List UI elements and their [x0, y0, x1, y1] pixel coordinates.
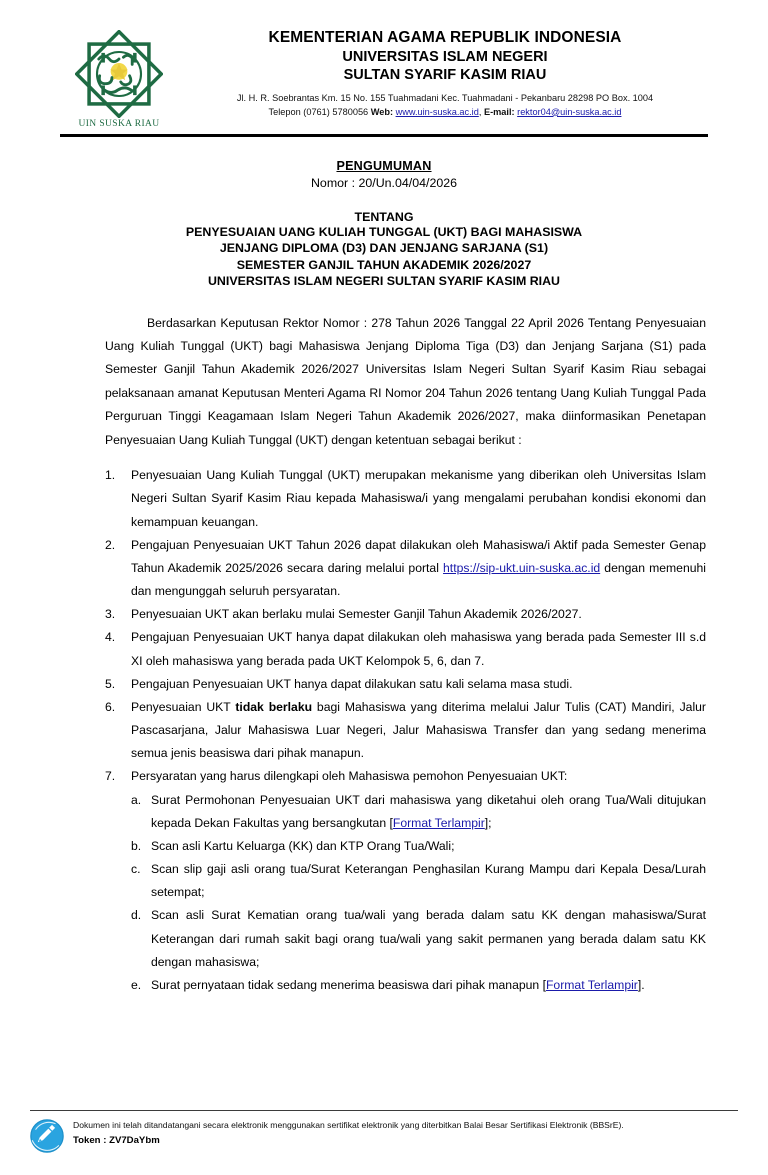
list-item-text-before: Penyesuaian UKT: [131, 699, 236, 714]
list-item: [105, 765, 706, 997]
sublist-text-after: .: [641, 978, 645, 992]
website-link[interactable]: www.uin-suska.ac.id: [395, 106, 479, 117]
list-item: [105, 464, 706, 534]
list-item: [105, 534, 706, 604]
footer-text-block: [73, 1118, 624, 1146]
opening-paragraph: Berdasarkan Keputusan Rektor Nomor : 278 Tahun 2026 Tanggal 22 April 2026 Tentang Penyesuaian Uang Kuliah Tunggal (UKT) bagi Mahasiswa Jenjang Diploma Tiga (D3) dan Jenjang Sarjana (S1) pada Semester Ganjil Tahun Akademik 2026/2027 Universitas Islam Negeri Sultan Syarif Kasim Riau sebagai pelaksanaan amanat Keputusan Menteri Agama RI Nomor 204 Tahun 2026 tentang Uang Kuliah Tunggal Pada Perguruan Tinggi Keagamaan Islam Negeri Tahun Akademik 2026/2027, maka diinformasikan Penetapan Penyesuaian Uang Kuliah Tunggal (UKT) dengan ketentuan sebagai berikut :: [105, 315, 706, 447]
list-item: [131, 974, 706, 997]
requirements-sublist: [131, 789, 706, 998]
subject-line-4: UNIVERSITAS ISLAM NEGERI SULTAN SYARIF KASIM RIAU: [207, 274, 560, 289]
bracket-close: ]: [637, 978, 642, 992]
list-item-text: Penyesuaian UKT akan berlaku mulai Semester Ganjil Tahun Akademik 2026/2027.: [131, 607, 582, 622]
sublist-marker: d.: [131, 908, 142, 923]
list-item-text-after: dengan memenuhi dan mengunggah seluruh persyaratan.: [131, 560, 706, 599]
address-block: [182, 92, 708, 120]
sublist-text: Scan asli Kartu Keluarga (KK) dan KTP Orang Tua/Wali;: [151, 838, 455, 853]
uin-suska-star-logo-icon: [75, 30, 163, 118]
electronic-signature-note: Dokumen ini telah ditandatangani secara elektronik menggunakan sertifikat elektronik yang diterbitkan Balai Besar Sertifikasi Elektronik (BBSrE).: [73, 1120, 624, 1130]
sublist-text-before: Surat Permohonan Penyesuaian UKT dari mahasiswa yang diketahui oleh orang Tua/Wali ditujukan kepada Dekan Fakultas yang bersangkutan: [151, 792, 706, 830]
document-type-heading: PENGUMUMAN: [336, 159, 432, 173]
electronic-signature-pen-icon: [30, 1119, 64, 1153]
sip-ukt-portal-link[interactable]: https://sip-ukt.uin-suska.ac.id: [443, 560, 601, 575]
web-trailing-comma: ,: [478, 106, 482, 117]
provisions-list: [105, 464, 706, 997]
emphasis-tidak-berlaku: tidak berlaku: [235, 699, 313, 714]
header-divider: [60, 134, 708, 137]
sublist-marker: b.: [131, 838, 142, 853]
format-terlampir-link-a[interactable]: Format Terlampir: [392, 815, 485, 830]
sublist-marker: c.: [131, 862, 141, 877]
letterhead: [0, 0, 768, 129]
list-item-text: Penyesuaian Uang Kuliah Tunggal (UKT) merupakan mekanisme yang diberikan oleh Universitas Islam Negeri Sultan Syarif Kasim Riau kepada Mahasiswa/i yang mengalami perubahan kondisi ekonomi dan kemampuan keuangan.: [131, 468, 706, 529]
subject-line-2: JENJANG DIPLOMA (D3) DAN JENJANG SARJANA (S1): [219, 241, 549, 256]
list-item: [131, 904, 706, 974]
ministry-name: KEMENTERIAN AGAMA REPUBLIK INDONESIA: [268, 29, 622, 46]
list-marker: 7.: [105, 769, 116, 784]
address-line: Jl. H. R. Soebrantas Km. 15 No. 155 Tuahmadani Kec. Tuahmadani - Pekanbaru 28298 PO Box. 1004: [236, 92, 654, 103]
contact-line: [182, 106, 708, 120]
format-terlampir-link-e[interactable]: Format Terlampir: [545, 978, 638, 992]
list-marker: 6.: [105, 699, 116, 714]
list-marker: 1.: [105, 468, 116, 483]
subject-line-1: PENYESUAIAN UANG KULIAH TUNGGAL (UKT) BAGI MAHASISWA: [185, 225, 583, 239]
list-item: [105, 626, 706, 672]
about-label: TENTANG: [354, 210, 414, 224]
list-item-text-before: Pengajuan Penyesuaian UKT Tahun 2026 dapat dilakukan oleh Mahasiswa/i Aktif pada Semester Genap Tahun Akademik 2025/2026 secara daring melalui portal: [131, 537, 706, 575]
list-item: [131, 858, 706, 904]
telephone-text: Telepon (0761) 5780056: [268, 106, 371, 117]
logo-caption: UIN SUSKA RIAU: [78, 119, 160, 129]
footer-divider: [30, 1110, 738, 1111]
token-label: Token :: [73, 1135, 110, 1147]
bracket-open: [: [389, 815, 393, 830]
bracket-close: ]: [484, 815, 489, 830]
sublist-text-before: Surat pernyataan tidak sedang menerima beasiswa dari pihak manapun: [151, 978, 543, 992]
institution-logo-block: [60, 28, 178, 129]
token-value: ZV7DaYbm: [109, 1135, 160, 1147]
list-marker: 2.: [105, 537, 116, 552]
list-item-text-after: bagi Mahasiswa yang diterima melalui Jalur Tulis (CAT) Mandiri, Jalur Pascasarjana, Jalur Mahasiswa Luar Negeri, Jalur Mahasiswa Transfer dan yang sedang menerima semua jenis beasiswa dari pihak manapun.: [131, 699, 706, 761]
list-item-text: Persyaratan yang harus dilengkapi oleh Mahasiswa pemohon Penyesuaian UKT:: [131, 769, 568, 784]
university-name: UNIVERSITAS ISLAM NEGERI: [342, 48, 548, 65]
list-marker: 5.: [105, 676, 116, 691]
title-block: [0, 159, 768, 290]
sublist-text: Scan asli Surat Kematian orang tua/wali yang berada dalam satu KK dengan mahasiswa/Surat Keterangan dari rumah sakit bagi orang tua/wali yang sakit permanen yang berada dalam satu KK dengan mahasiswa;: [151, 908, 706, 969]
signature-token: [73, 1135, 624, 1146]
electronic-signature-footer: [0, 1110, 768, 1153]
subject-line-3: SEMESTER GANJIL TAHUN AKADEMIK 2026/2027: [236, 257, 532, 272]
sublist-text: Scan slip gaji asli orang tua/Surat Keterangan Penghasilan Kurang Mampu dari Kepala Desa/Lurah setempat;: [151, 862, 706, 900]
sublist-marker: e.: [131, 978, 142, 992]
web-label: Web:: [370, 106, 394, 117]
bracket-open: [: [542, 978, 546, 992]
list-item: [131, 789, 706, 835]
list-item-text: Pengajuan Penyesuaian UKT hanya dapat dilakukan oleh mahasiswa yang berada pada Semester III s.d XI oleh mahasiswa yang berada pada UKT Kelompok 5, 6, dan 7.: [131, 630, 706, 668]
sublist-text-after: ;: [488, 815, 492, 830]
campus-name: SULTAN SYARIF KASIM RIAU: [343, 67, 547, 84]
list-marker: 4.: [105, 630, 116, 645]
email-label: E-mail:: [483, 106, 515, 117]
letterhead-text: [178, 28, 708, 120]
document-body: [0, 312, 768, 998]
document-number: Nomor : 20/Un.04/04/2026: [310, 176, 458, 190]
list-item: [105, 603, 706, 626]
list-item: [131, 835, 706, 858]
sublist-marker: a.: [131, 792, 142, 807]
list-item: [105, 696, 706, 766]
list-item-text: Pengajuan Penyesuaian UKT hanya dapat dilakukan satu kali selama masa studi.: [131, 676, 573, 691]
list-marker: 3.: [105, 607, 116, 622]
list-item: [105, 673, 706, 696]
email-link[interactable]: rektor04@uin-suska.ac.id: [517, 106, 622, 117]
footer-row: [30, 1118, 738, 1153]
